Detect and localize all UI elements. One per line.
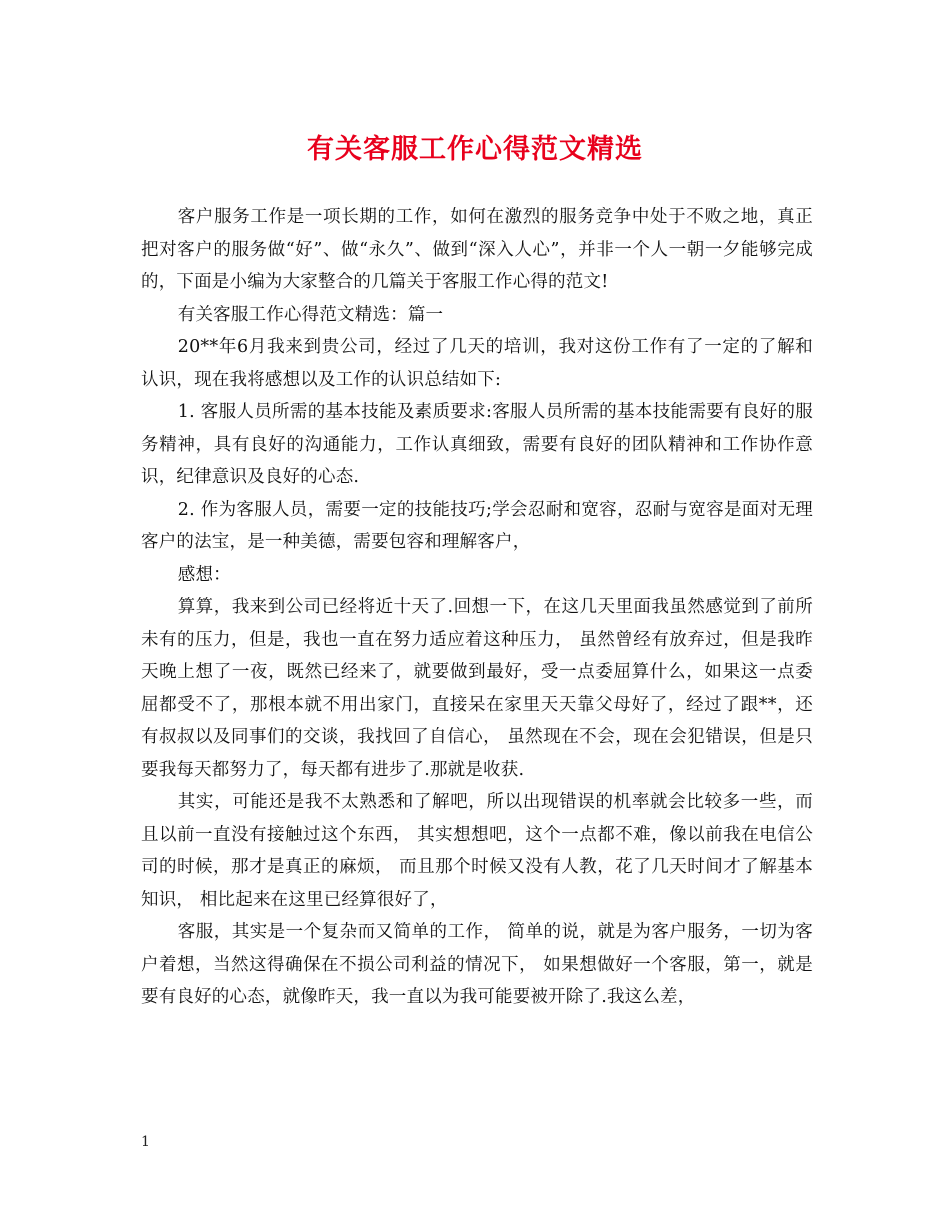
paragraph: 算算，我来到公司已经将近十天了.回想一下，在这几天里面我虽然感觉到了前所未有的压力，但是，我也一直在努力适应着这种压力， 虽然曾经有放弃过，但是我昨天晚上想了一夜，既然已经来了，就要做到最好，受一点委屈算什么，如果这一点委屈都受不了，那根本就不用出家门，直接呆在家里天天靠父母好了，经过了跟**，还有叔叔以及同事们的交谈，我找回了自信心， 虽然现在不会，现在会犯错误，但是只要我每天都努力了，每天都有进步了.那就是收获. (141, 597, 813, 780)
list-item: 2. 作为客服人员，需要一定的技能技巧;学会忍耐和宽容，忍耐与宽容是面对无理客户的法宝，是一种美德，需要包容和理解客户， (141, 499, 813, 552)
page-number: 1 (141, 1134, 150, 1150)
paragraph: 其实，可能还是我不太熟悉和了解吧，所以出现错误的机率就会比较多一些，而且以前一直没有接触过这个东西， 其实想想吧，这个一点都不难，像以前我在电信公司的时候，那才是真正的麻烦， 而且那个时候又没有人教，花了几天时间才了解基本知识， 相比起来在这里已经算很好了， (141, 792, 813, 910)
paragraph: 20**年6月我来到贵公司，经过了几天的培训，我对这份工作有了一定的了解和认识，现在我将感想以及工作的认识总结如下: (141, 337, 813, 390)
document-body (141, 201, 813, 1014)
document-title: 有关客服工作心得范文精选 (307, 134, 643, 165)
section-heading: 有关客服工作心得范文精选：篇一 (177, 304, 444, 325)
intro-paragraph: 客户服务工作是一项长期的工作，如何在激烈的服务竞争中处于不败之地，真正把对客户的服务做“好”、做“永久”、做到“深入人心”，并非一个人一朝一夕能够完成的，下面是小编为大家整合的几篇关于客服工作心得的范文! (141, 207, 813, 292)
list-item: 1. 客服人员所需的基本技能及素质要求:客服人员所需的基本技能需要有良好的服务精神，具有良好的沟通能力，工作认真细致，需要有良好的团队精神和工作协作意识，纪律意识及良好的心态. (141, 402, 813, 487)
paragraph: 客服，其实是一个复杂而又简单的工作， 简单的说，就是为客户服务，一切为客户着想，当然这得确保在不损公司利益的情况下， 如果想做好一个客服，第一，就是要有良好的心态，就像昨天，我一直以为我可能要被开除了.我这么差， (141, 922, 813, 1007)
subheading: 感想： (177, 564, 231, 585)
